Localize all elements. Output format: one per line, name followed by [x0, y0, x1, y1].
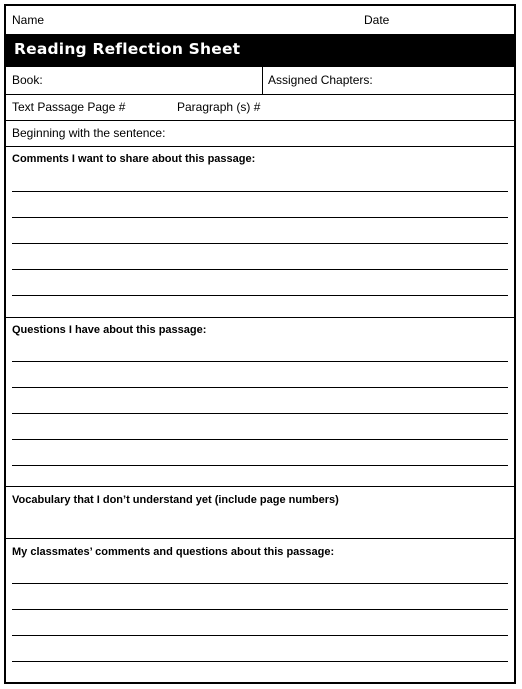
comments-writing-line[interactable]: [12, 269, 508, 270]
beginning-sentence-label: Beginning with the sentence:: [12, 126, 166, 140]
questions-writing-line[interactable]: [12, 465, 508, 466]
assigned-chapters-label: Assigned Chapters:: [268, 73, 373, 87]
text-passage-page-label: Text Passage Page #: [12, 100, 126, 114]
questions-writing-line[interactable]: [12, 413, 508, 414]
row-divider: [6, 146, 514, 147]
questions-writing-line[interactable]: [12, 361, 508, 362]
classmates-heading: My classmates’ comments and questions about this passage:: [12, 546, 335, 558]
name-label: Name: [12, 13, 45, 27]
questions-writing-line[interactable]: [12, 387, 508, 388]
paragraph-label: Paragraph (s) #: [177, 100, 261, 114]
comments-writing-line[interactable]: [12, 243, 508, 244]
section-divider: [6, 538, 514, 539]
classmates-writing-line[interactable]: [12, 609, 508, 610]
section-divider: [6, 317, 514, 318]
classmates-writing-line[interactable]: [12, 635, 508, 636]
sheet-title: Reading Reflection Sheet: [14, 40, 241, 58]
title-bar: [6, 34, 514, 67]
date-label: Date: [364, 13, 390, 27]
comments-writing-line[interactable]: [12, 295, 508, 296]
questions-heading: Questions I have about this passage:: [12, 324, 207, 336]
book-label: Book:: [12, 73, 43, 87]
comments-writing-line[interactable]: [12, 217, 508, 218]
book-chapters-divider: [262, 67, 263, 94]
vocabulary-heading: Vocabulary that I don’t understand yet (include page numbers): [12, 494, 339, 506]
section-divider: [6, 486, 514, 487]
reading-reflection-sheet: [4, 4, 516, 684]
classmates-writing-line[interactable]: [12, 661, 508, 662]
comments-heading: Comments I want to share about this passage:: [12, 153, 256, 165]
questions-writing-line[interactable]: [12, 439, 508, 440]
comments-writing-line[interactable]: [12, 191, 508, 192]
row-divider: [6, 94, 514, 95]
row-divider: [6, 120, 514, 121]
classmates-writing-line[interactable]: [12, 583, 508, 584]
